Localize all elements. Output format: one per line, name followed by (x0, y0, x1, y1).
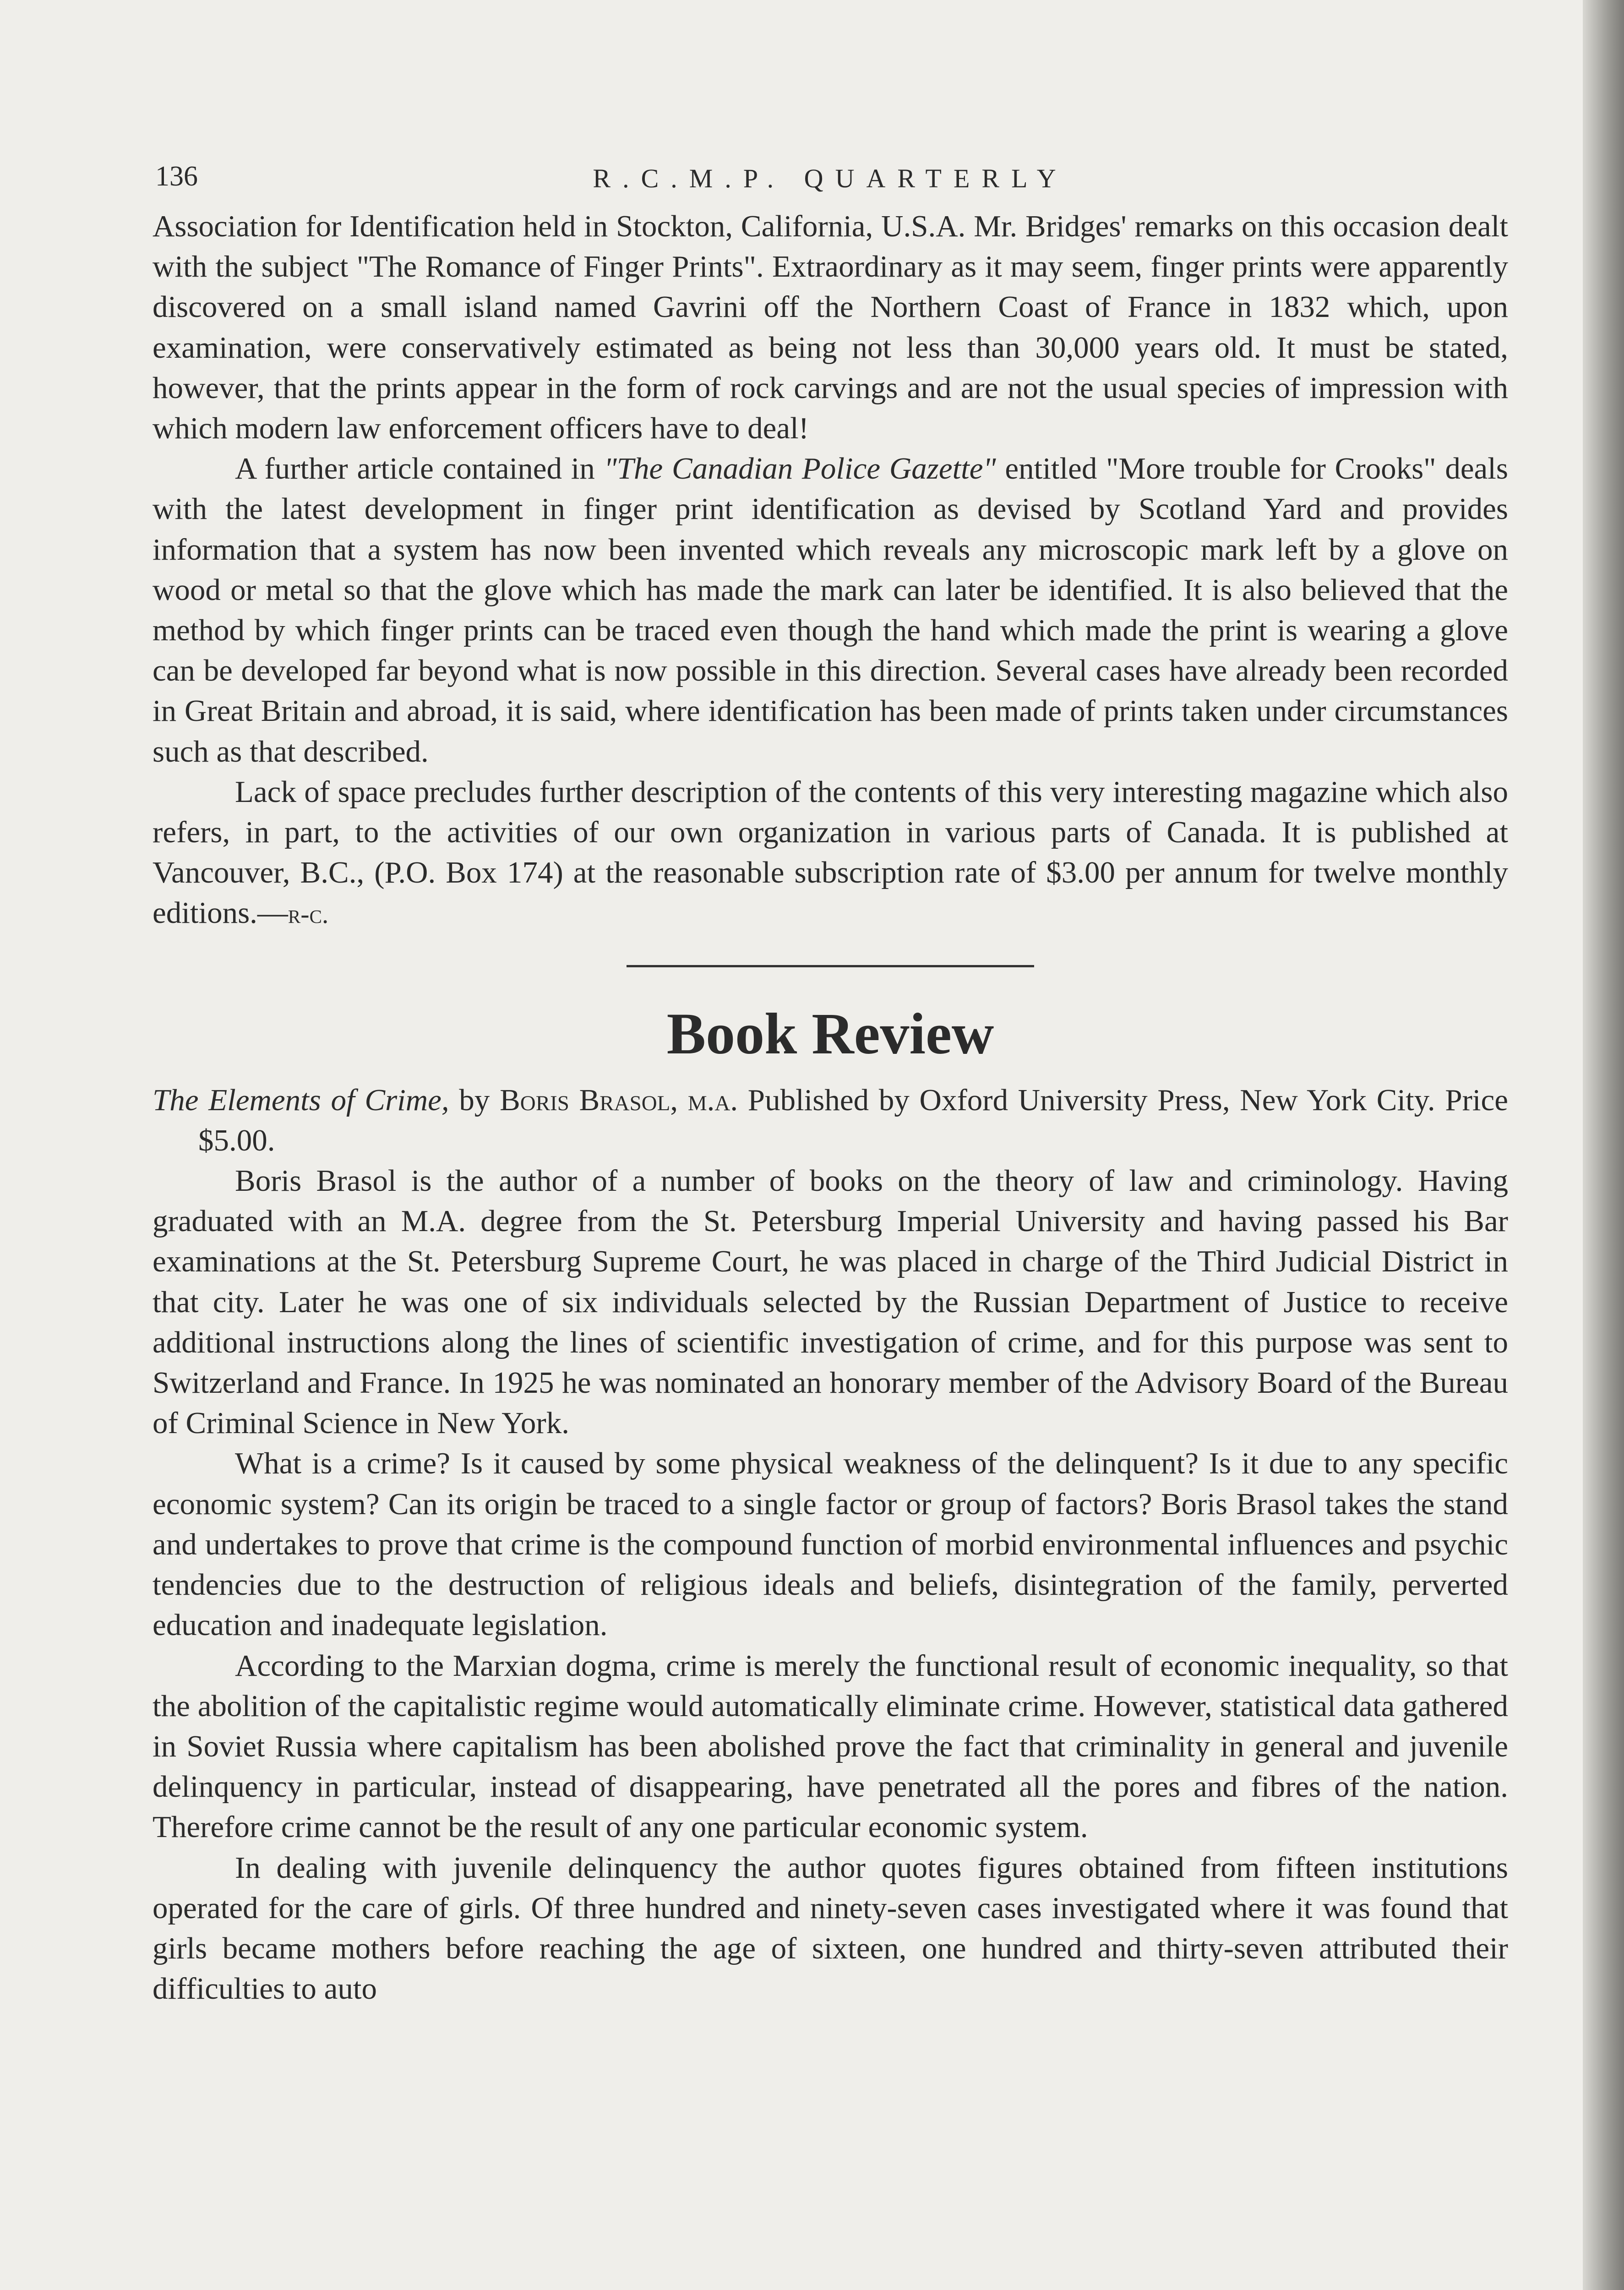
citation-text: by (449, 1083, 500, 1117)
review-paragraph: Boris Brasol is the author of a number of books on the theory of law and criminology. Having graduated with an M.A. degree from the St. Petersburg Imperial University and having passed his Bar examinations at the St. Petersburg Supreme Court, he was placed in charge of the Third Judicial District in that city. Later he was one of six individuals selected by the Russian Department of Justice to receive additional instructions along the lines of scientific investigation of crime, and for this purpose was sent to Switzerland and France. In 1925 he was nominated an honorary member of the Advisory Board of the Bureau of Criminal Science in New York. (153, 1164, 1508, 1440)
article-text: Lack of space precludes further description of the contents of this very interesting magazine which also refers, in part, to the activities of our own organization in various parts of Canada. It is published at Vancouver, B.C., (P.O. Box 174) at the reasonable subscription rate of $3.00 per annum for twelve monthly editions.— (153, 774, 1508, 930)
running-title: R.C.M.P. QUARTERLY (593, 164, 1068, 193)
article-continuation (153, 206, 1508, 935)
page-number: 136 (155, 161, 198, 192)
book-title: The Elements of Crime, (153, 1083, 449, 1117)
section-heading: Book Review (666, 1001, 994, 1066)
review-paragraph: What is a crime? Is it caused by some physical weakness of the delinquent? Is it due to any specific economic system? Can its origin be traced to a single factor or group of factors? Boris Brasol takes the stand and undertakes to prove that crime is the compound function of morbid environmental influences and psychic tendencies due to the destruction of religious ideals and beliefs, disintegration of the family, perverted education and inadequate legislation. (153, 1446, 1508, 1642)
article-text: entitled "More trouble for Crooks" deals with the latest development in finger print identification as devised by Scotland Yard and provides information that a system has now been invented which reveals any microscopic mark left by a glove on wood or metal so that the glove which has made the mark can later be identified. It is also believed that the method by which finger prints can be traced even though the hand which made the print is wearing a glove can be developed far beyond what is now possible in this direction. Several cases have already been recorded in Great Britain and abroad, it is said, where identification has been made of prints taken under circumstances such as that described. (153, 452, 1508, 769)
author-initials: r-c. (288, 899, 329, 929)
book-citation (153, 1080, 1508, 1161)
book-review (153, 1080, 1508, 2009)
publisher-info: Published by Oxford University Press, New York City. Price $5.00. (198, 1083, 1508, 1157)
book-author: Boris Brasol, m.a. (500, 1083, 738, 1117)
page-header (153, 151, 1508, 206)
article-text: A further article contained in (235, 452, 604, 486)
publication-title: "The Canadian Police Gazette" (604, 452, 996, 486)
page-edge-shadow (1583, 0, 1624, 2290)
article-paragraph (153, 448, 1508, 772)
article-paragraph (153, 772, 1508, 935)
page (153, 151, 1508, 2009)
section-divider (627, 965, 1034, 967)
article-paragraph: Association for Identification held in Stockton, California, U.S.A. Mr. Bridges' remarks on this occasion dealt with the subject "The Romance of Finger Prints". Extraordinary as it may seem, finger prints were apparently discovered on a small island named Gavrini off the Northern Coast of France in 1832 which, upon examination, were conservatively estimated as being not less than 30,000 years old. It must be stated, however, that the prints appear in the form of rock carvings and are not the usual species of impression with which modern law enforcement officers have to deal! (153, 209, 1508, 446)
review-paragraph: In dealing with juvenile delinquency the author quotes figures obtained from fifteen institutions operated for the care of girls. Of three hundred and ninety-seven cases investigated where it was found that girls became mothers before reaching the age of sixteen, one hundred and thirty-seven attributed their difficulties to auto (153, 1850, 1508, 2006)
review-paragraph: According to the Marxian dogma, crime is merely the functional result of economic inequality, so that the abolition of the capitalistic regime would automatically eliminate crime. However, statistical data gathered in Soviet Russia where capitalism has been abolished prove the fact that criminality in general and juvenile delinquency in particular, instead of disappearing, have penetrated all the pores and fibres of the nation. Therefore crime cannot be the result of any one particular economic system. (153, 1648, 1508, 1844)
